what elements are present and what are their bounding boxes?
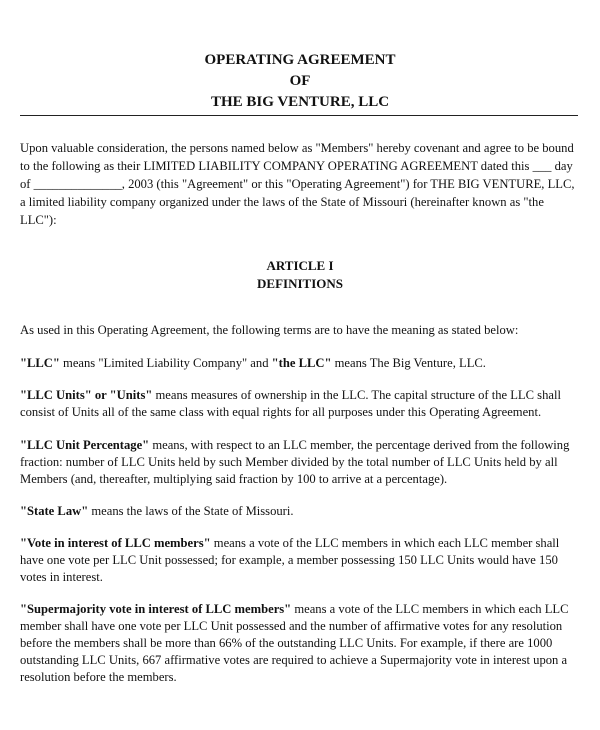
definition-text: means "Limited Liability Company" and bbox=[59, 356, 272, 370]
definition-vote-in-interest bbox=[20, 535, 580, 586]
definitions-lead-in: As used in this Operating Agreement, the following terms are to have the meaning as stated below: bbox=[20, 323, 519, 337]
title-line-2: OF bbox=[289, 73, 311, 89]
definition-text: means The Big Venture, LLC. bbox=[331, 356, 486, 370]
title-divider bbox=[20, 115, 578, 116]
definition-llc bbox=[20, 355, 580, 372]
title-line-3: THE BIG VENTURE, LLC bbox=[210, 94, 390, 110]
definition-term: "LLC Units" or "Units" bbox=[20, 388, 153, 402]
definition-term: "Vote in interest of LLC members" bbox=[20, 536, 211, 550]
intro-paragraph: Upon valuable consideration, the persons named below as "Members" hereby covenant and agree to be bound to the following as their LIMITED LIABILITY COMPANY OPERATING AGREEMENT dated this ___ day of ______________, 2003 (this "Agreement" or this "Operating Agreement") for THE BIG VENTURE, LLC, a limited liability company organized under the laws of the State of Missouri (hereinafter known as "the LLC"): bbox=[20, 141, 575, 227]
definition-supermajority-vote bbox=[20, 601, 580, 686]
definition-term: "LLC Unit Percentage" bbox=[20, 438, 150, 452]
definition-text: means a vote of the LLC members in which each LLC member shall have one vote per LLC Unit possessed; for example, a member possessing 150 LLC Units would have 150 votes in interest. bbox=[20, 536, 560, 584]
definition-state-law bbox=[20, 503, 580, 520]
article-number: ARTICLE I bbox=[266, 258, 334, 273]
article-name: DEFINITIONS bbox=[257, 276, 343, 291]
definition-text: means a vote of the LLC members in which each LLC member shall have one vote per LLC Unit possessed and the number of affirmative votes for any resolution before the members shall be more than 66% of the outstanding LLC Units. For example, if there are 1000 outstanding LLC Units, 667 affirmative votes are required to achieve a Supermajority vote in interest upon a resolution before the members. bbox=[20, 602, 569, 684]
title-line-1: OPERATING AGREEMENT bbox=[204, 52, 396, 68]
document-title bbox=[0, 50, 600, 113]
article-heading bbox=[0, 257, 600, 293]
definition-term: "LLC" bbox=[20, 356, 60, 370]
definition-llc-units bbox=[20, 387, 580, 421]
definition-term: "Supermajority vote in interest of LLC members" bbox=[20, 602, 292, 616]
definition-term: "State Law" bbox=[20, 504, 89, 518]
definition-unit-percentage bbox=[20, 437, 580, 488]
definition-term: "the LLC" bbox=[271, 356, 332, 370]
definition-text: means measures of ownership in the LLC. The capital structure of the LLC shall consist of Units all of the same class with equal rights for all purposes under this Operating Agreement. bbox=[20, 388, 561, 419]
definition-text: means, with respect to an LLC member, the percentage derived from the following fraction: number of LLC Units held by such Member divided by the total number of LLC Units held by all Members (and, thereafter, multiplying said fraction by 100 to arrive at a percentage). bbox=[20, 438, 570, 486]
definition-text: means the laws of the State of Missouri. bbox=[88, 504, 294, 518]
